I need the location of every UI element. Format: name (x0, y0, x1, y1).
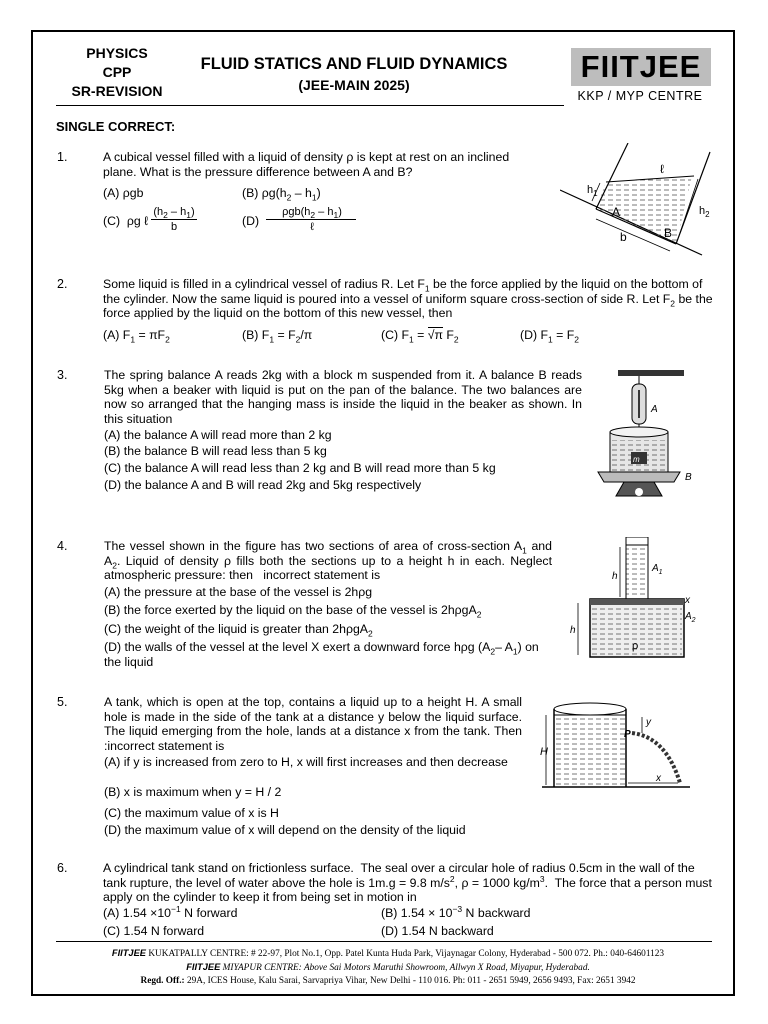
option-a: (A) $F_1 = \pi F_2$ (103, 328, 170, 345)
option-c: (C) the balance A will read less than 2 kg and B will read more than 5 kg (104, 461, 496, 475)
option-d: (D) the balance A and B will read 2kg and 5kg respectively (104, 478, 422, 492)
header-subject: PHYSICS (86, 45, 148, 61)
option-c: (C) the weight of the liquid is greater than 2hρgA$_2$ (104, 622, 373, 639)
question-text: A cubical vessel filled with a liquid of density ρ is kept at rest on an inclined plane. What is the pressure difference between A and B? (103, 150, 510, 179)
figure-label: h (570, 625, 576, 636)
figure-label: b (620, 230, 627, 244)
figure-label: $A_1$ (652, 563, 663, 576)
figure-label: x (656, 773, 661, 784)
figure-label: x (685, 595, 690, 606)
option-b: (B) the force exerted by the liquid on the base of the vessel is 2hρgA$_2$ (104, 603, 482, 620)
inclined-vessel-figure (560, 143, 720, 263)
option-b: (B) $F_1 = F_2/\pi$ (242, 328, 313, 345)
header-type: CPP (102, 64, 132, 80)
question-text: Some liquid is filled in a cylindrical vessel of radius R. Let $F_1$ be the force applied by the liquid on the bottom of the cylinder. Now the same liquid is poured into a vessel of uniform square cross-section of side R. Let $F_2$ be the force applied by the liquid on the bottom of this new vessel, then (103, 277, 713, 320)
figure-label: ρ (632, 640, 639, 652)
figure-label: H (540, 746, 548, 758)
header-rule (56, 105, 564, 106)
option-a: (A) if y is increased from zero to H, x will first increases and then decrease (104, 755, 508, 769)
option-a: (A) ρgb (103, 186, 144, 200)
centre-name: KKP / MYP CENTRE (577, 89, 703, 103)
header-title-block (180, 54, 528, 96)
figure-label: B (685, 472, 692, 483)
section-title: SINGLE CORRECT: (56, 119, 176, 134)
footer-address: KUKATPALLY CENTRE: # 22-97, Plot No.1, Opp. Patel Kunta Huda Park, Vijaynagar Colony, Hyderabad - 500 072. Ph.: 040-64601123 (148, 949, 665, 959)
footer-label: Regd. Off.: (140, 976, 185, 986)
question-number: 2. (57, 277, 68, 291)
logo: FIITJEE (580, 49, 702, 84)
footer-line-3 (48, 975, 728, 988)
option-b: (B) x is maximum when y = H / 2 (104, 785, 282, 799)
question-number: 1. (57, 150, 68, 164)
footer-line-1 (48, 947, 728, 961)
option-b: (B) $\rho g(h_2 - h_1)$ (242, 186, 321, 203)
option-d: (D) the maximum value of x will depend on the density of the liquid (104, 823, 466, 837)
option-a: (A) $1.54 \times 10^{-1}$ N forward (103, 903, 238, 920)
option-c: (C) 1.54 N forward (103, 924, 205, 938)
two-section-vessel-figure (568, 537, 708, 663)
figure-label: ℓ (660, 162, 664, 176)
question-number: 6. (57, 861, 68, 875)
option-c: (C) the maximum value of x is H (104, 806, 279, 820)
figure-label: h (612, 571, 618, 582)
footer-brand: FIITJEE (186, 962, 221, 972)
spring-balance-figure (596, 368, 706, 510)
header-subject-block (58, 44, 176, 101)
figure-label: A (651, 404, 658, 415)
option-b: (B) $1.54 \times 10^{-3}$ N backward (381, 903, 531, 920)
figure-label: $h_2$ (699, 205, 710, 219)
footer-brand: FIITJEE (111, 948, 147, 958)
footer-rule (56, 941, 712, 942)
figure-label: A (612, 205, 621, 219)
footer-line-2 (48, 961, 728, 975)
question-text: A cylindrical tank stand on frictionless surface. The seal over a circular hole of radius 0.5cm in the wall of the tank rupture, the level of water above the hole is 1m.g = 9.8 $m/s^2$, ρ = 1000 $kg/m^3$. The force that a person must apply on the cylinder to keep it from being set in motion in (103, 861, 712, 904)
question-text: The spring balance A reads 2kg with a block m suspended from it. A balance B reads 5kg when a beaker with liquid is put on the pan of the balance. The two balances are now so arranged that the hanging mass is inside the liquid in the beaker as shown. In this situation (104, 368, 582, 426)
footer-address: 29A, ICES House, Kalu Sarai, Sarvapriya Vihar, New Delhi - 110 016. Ph: 011 - 2651 5949, 2656 9493, Fax: 2651 3942 (186, 976, 636, 986)
option-c: (C) $F_1 = √\pi$ $F_2$ (381, 328, 459, 345)
figure-label: y (646, 717, 651, 728)
option-a: (A) the pressure at the base of the vessel is 2hρg (104, 585, 373, 599)
page-title: FLUID STATICS AND FLUID DYNAMICS (200, 55, 508, 73)
option-a: (A) the balance A will read more than 2 kg (104, 428, 332, 442)
question-number: 4. (57, 539, 68, 553)
figure-label: P (624, 729, 631, 740)
tank-jet-figure (540, 697, 700, 795)
page-subtitle: (JEE-MAIN 2025) (298, 77, 410, 93)
question-text: The vessel shown in the figure has two sections of area of cross-section $A_1$ and $A_2$. Liquid of density ρ fills both the sections up to a height h in each. Neglect atmospheric pressure: then incorrect statement is (104, 539, 552, 582)
figure-label: m (633, 455, 640, 464)
footer-address: MIYAPUR CENTRE: Above Sai Motors Maruthi Showroom, Allwyn X Road, Miyapur, Hyderabad. (222, 963, 590, 973)
option-d: (D) $F_1 = F_2$ (520, 328, 579, 345)
figure-label: $A_2$ (685, 611, 696, 624)
option-d: (D) the walls of the vessel at the level X exert a downward force hρg ($A_2-$ $A_1$) on the liquid (104, 640, 539, 669)
figure-label: B (664, 226, 673, 240)
question-number: 5. (57, 695, 68, 709)
option-b: (B) the balance B will read less than 5 kg (104, 444, 327, 458)
question-number: 3. (57, 368, 68, 382)
header-revision: SR-REVISION (71, 83, 163, 99)
question-text: A tank, which is open at the top, contains a liquid up to a height H. A small hole is made in the side of the tank at a distance y below the liquid surface. The liquid emerging from the hole, lands at a distance x from the tank. Then :incorrect statement is (104, 695, 522, 753)
figure-label: $h_1$ (587, 184, 598, 198)
option-d: (D) 1.54 N backward (381, 924, 494, 938)
